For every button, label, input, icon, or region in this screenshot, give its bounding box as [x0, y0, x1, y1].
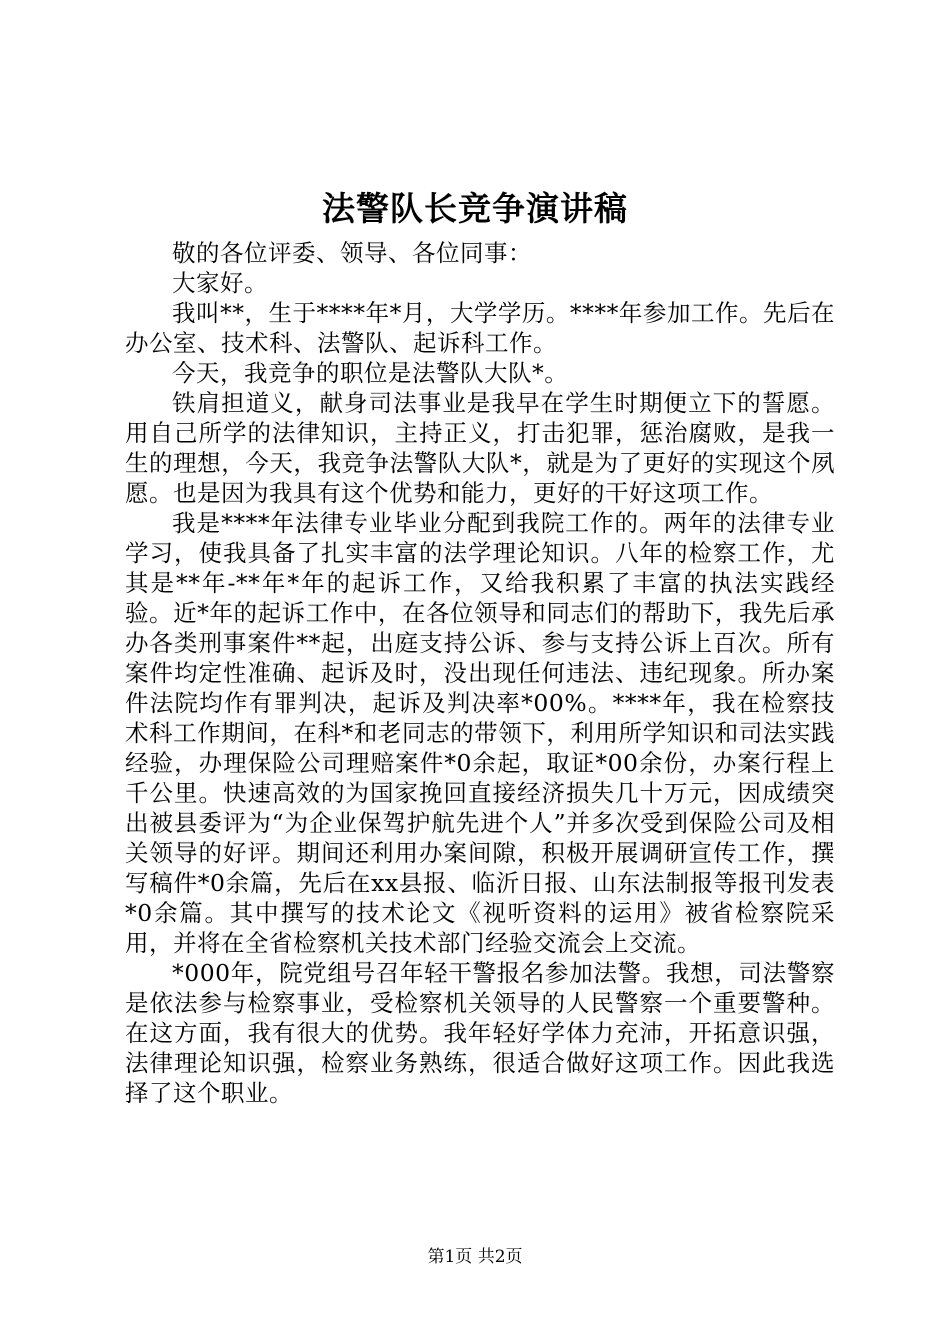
paragraph-greeting: 大家好。	[172, 269, 268, 297]
paragraph-introduction: 我叫**，生于****年*月，大学学历。****年参加工作。先后在办公室、技术科、法警队、起诉科工作。	[125, 299, 835, 357]
paragraph-experience: 我是****年法律专业毕业分配到我院工作的。两年的法律专业学习，使我具备了扎实丰富的法学理论知识。八年的检察工作，尤其是**年-**年*年的起诉工作，又给我积累了丰富的执法实践经验。近*年的起诉工作中，在各位领导和同志们的帮助下，我先后承办各类刑事案件**起，出庭支持公诉、参与支持公诉上百次。所有案件均定性准确、起诉及时，没出现任何违法、违纪现象。所办案件法院均作有罪判决，起诉及判决率*00%。****年，我在检察技术科工作期间，在科*和老同志的带领下，利用所学知识和司法实践经验，办理保险公司理赔案件*0余起，取证*00余份，办案行程上千公里。快速高效的为国家挽回直接经济损失几十万元，因成绩突出被县委评为“为企业保驾护航先进个人”并多次受到保险公司及相关领导的好评。期间还利用办案间隙，积极开展调研宣传工作，撰写稿件*0余篇，先后在xx县报、临沂日报、山东法制报等报刊发表*0余篇。其中撰写的技术论文《视听资料的运用》被省检察院采用，并将在全省检察机关技术部门经验交流会上交流。	[125, 509, 835, 957]
document-title: 法警队长竞争演讲稿	[322, 189, 628, 228]
paragraph-position: 今天，我竞争的职位是法警队大队*。	[172, 359, 569, 387]
paragraph-ideal: 铁肩担道义，献身司法事业是我早在学生时期便立下的誓愿。用自己所学的法律知识，主持正义，打击犯罪，惩治腐败，是我一生的理想，今天，我竞争法警队大队*，就是为了更好的实现这个夙愿。也是因为我具有这个优势和能力，更好的干好这项工作。	[125, 389, 835, 507]
paragraph-salutation: 敬的各位评委、领导、各位同事：	[172, 239, 532, 267]
paragraph-choice: *000年，院党组号召年轻干警报名参加法警。我想，司法警察是依法参与检察事业，受检察机关领导的人民警察一个重要警种。在这方面，我有很大的优势。我年轻好学体力充沛，开拓意识强，法律理论知识强，检察业务熟练，很适合做好这项工作。因此我选择了这个职业。	[125, 959, 835, 1107]
page-number-footer: 第1页 共2页	[427, 1247, 523, 1267]
document-body	[125, 238, 835, 1108]
